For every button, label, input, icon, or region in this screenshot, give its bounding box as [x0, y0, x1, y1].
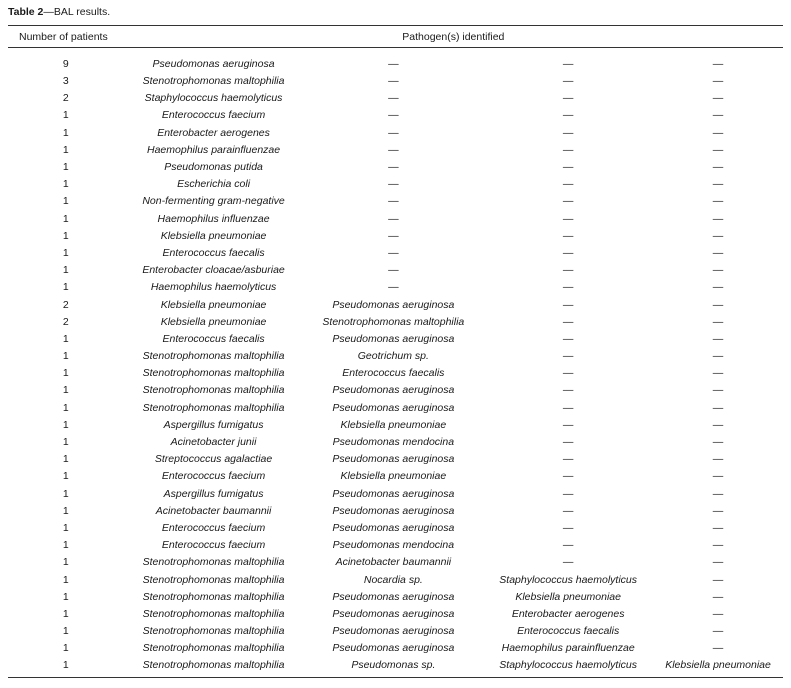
cell-pathogen-4: — — [712, 436, 724, 449]
table-row — [8, 365, 783, 382]
cell-pathogen-2: — — [388, 92, 399, 105]
cell-pathogen-1: Aspergillus fumigatus — [163, 418, 264, 431]
table-row — [8, 142, 783, 159]
cell-pathogen-1: Streptococcus agalactiae — [154, 453, 273, 466]
cell-pathogen-2: Pseudomonas aeruginosa — [332, 504, 455, 517]
cell-pathogen-2: — — [388, 212, 399, 225]
cell-pathogen-4: — — [712, 246, 724, 259]
cell-pathogen-3: — — [562, 332, 574, 345]
table-caption — [8, 5, 110, 19]
cell-pathogen-1: Escherichia coli — [177, 178, 251, 191]
cell-number-of-patients: 1 — [62, 332, 69, 345]
cell-pathogen-1: Stenotrophomonas maltophilia — [142, 607, 285, 620]
cell-pathogen-4: — — [712, 573, 724, 586]
table-row — [8, 589, 783, 606]
cell-pathogen-3: — — [562, 401, 574, 414]
cell-pathogen-1: Haemophilus haemolyticus — [150, 281, 277, 294]
cell-pathogen-4: — — [712, 229, 724, 242]
cell-pathogen-3: Klebsiella pneumoniae — [515, 590, 621, 603]
table-row — [8, 262, 783, 279]
cell-pathogen-2: — — [388, 143, 399, 156]
cell-number-of-patients: 1 — [62, 229, 69, 242]
cell-pathogen-4: — — [712, 264, 724, 277]
table-row — [8, 125, 783, 142]
cell-pathogen-3: — — [562, 161, 574, 174]
table-row — [8, 73, 783, 90]
cell-pathogen-1: Klebsiella pneumoniae — [160, 229, 267, 242]
table-row — [8, 417, 783, 434]
cell-pathogen-1: Stenotrophomonas maltophilia — [142, 367, 285, 380]
cell-pathogen-3: — — [562, 58, 574, 70]
cell-pathogen-1: Haemophilus parainfluenzae — [147, 143, 281, 156]
cell-number-of-patients: 1 — [62, 143, 69, 156]
cell-number-of-patients: 1 — [62, 281, 69, 294]
cell-pathogen-4: — — [712, 92, 724, 105]
cell-pathogen-3: Haemophilus parainfluenzae — [501, 642, 635, 655]
table-row — [8, 279, 783, 296]
cell-pathogen-4: — — [712, 58, 724, 70]
cell-pathogen-2: Enterococcus faecalis — [342, 367, 445, 380]
table-row — [8, 228, 783, 245]
cell-number-of-patients: 1 — [62, 178, 69, 191]
cell-pathogen-1: Klebsiella pneumoniae — [160, 315, 267, 328]
cell-pathogen-3: — — [562, 315, 574, 328]
cell-pathogen-4: — — [712, 195, 724, 208]
table-row — [8, 640, 783, 657]
cell-pathogen-3: — — [562, 453, 574, 466]
cell-pathogen-2: Pseudomonas aeruginosa — [332, 487, 455, 500]
cell-number-of-patients: 1 — [62, 384, 69, 397]
cell-pathogen-3: — — [562, 143, 574, 156]
cell-pathogen-4: — — [712, 487, 724, 500]
cell-pathogen-3: — — [562, 504, 574, 517]
cell-pathogen-3: — — [562, 92, 574, 105]
cell-number-of-patients: 1 — [62, 367, 69, 380]
cell-number-of-patients: 1 — [62, 126, 69, 139]
cell-pathogen-4: — — [712, 161, 724, 174]
cell-pathogen-3: — — [562, 367, 574, 380]
cell-pathogen-4: — — [712, 315, 724, 328]
table-row — [8, 331, 783, 348]
cell-pathogen-4: — — [712, 401, 724, 414]
cell-pathogen-1: Enterococcus faecalis — [162, 246, 265, 259]
cell-pathogen-2: Pseudomonas aeruginosa — [332, 384, 455, 397]
header-pathogens-identified: Pathogen(s) identified — [124, 26, 783, 48]
cell-pathogen-4: — — [712, 212, 724, 225]
cell-pathogen-1: Acinetobacter junii — [170, 436, 257, 449]
cell-pathogen-3: — — [562, 212, 574, 225]
cell-pathogen-2: Geotrichum sp. — [357, 350, 429, 363]
table-row — [8, 451, 783, 468]
table-row — [8, 486, 783, 503]
cell-pathogen-1: Stenotrophomonas maltophilia — [142, 384, 285, 397]
cell-pathogen-4: — — [712, 504, 724, 517]
cell-pathogen-1: Enterococcus faecium — [161, 470, 266, 483]
cell-pathogen-3: — — [562, 281, 574, 294]
cell-pathogen-2: Klebsiella pneumoniae — [340, 470, 447, 483]
cell-pathogen-2: — — [388, 281, 399, 294]
cell-pathogen-3: — — [562, 350, 574, 363]
cell-pathogen-2: — — [388, 178, 399, 191]
cell-pathogen-3: — — [562, 539, 574, 552]
cell-pathogen-2: — — [388, 58, 399, 70]
cell-number-of-patients: 2 — [62, 92, 69, 105]
cell-pathogen-3: — — [562, 384, 574, 397]
cell-pathogen-2: Pseudomonas aeruginosa — [332, 401, 455, 414]
cell-pathogen-1: Stenotrophomonas maltophilia — [142, 401, 285, 414]
cell-pathogen-1: Enterococcus faecium — [161, 521, 266, 534]
cell-pathogen-2: Pseudomonas mendocina — [332, 539, 455, 552]
cell-pathogen-3: — — [562, 521, 574, 534]
cell-pathogen-4: Klebsiella pneumoniae — [653, 657, 783, 678]
cell-pathogen-2: — — [388, 229, 399, 242]
cell-number-of-patients: 1 — [62, 642, 69, 655]
header-number-of-patients: Number of patients — [8, 26, 124, 48]
cell-number-of-patients: 1 — [62, 573, 69, 586]
cell-number-of-patients: 1 — [62, 109, 69, 122]
cell-pathogen-1: Acinetobacter baumannii — [155, 504, 272, 517]
cell-pathogen-4: — — [712, 590, 724, 603]
table-row — [8, 520, 783, 537]
table-row — [8, 537, 783, 554]
cell-pathogen-2: Pseudomonas aeruginosa — [332, 607, 455, 620]
cell-pathogen-2: Pseudomonas aeruginosa — [332, 453, 455, 466]
table-row — [8, 554, 783, 571]
cell-pathogen-3: — — [562, 109, 574, 122]
cell-pathogen-1: Klebsiella pneumoniae — [160, 298, 267, 311]
cell-pathogen-4: — — [712, 178, 724, 191]
table-row — [8, 107, 783, 124]
cell-pathogen-2: Pseudomonas aeruginosa — [332, 642, 455, 655]
table-row — [8, 623, 783, 640]
cell-number-of-patients: 1 — [62, 607, 69, 620]
cell-number-of-patients: 3 — [62, 75, 69, 88]
cell-pathogen-1: Pseudomonas aeruginosa — [152, 58, 275, 70]
cell-pathogen-4: — — [712, 126, 724, 139]
cell-pathogen-4: — — [712, 642, 724, 655]
cell-number-of-patients: 1 — [62, 487, 69, 500]
cell-pathogen-4: — — [712, 281, 724, 294]
cell-pathogen-2: — — [388, 161, 399, 174]
cell-pathogen-1: Enterobacter cloacae/asburiae — [142, 264, 285, 277]
table-row — [8, 571, 783, 588]
table-caption-text: —BAL results. — [43, 6, 111, 18]
table-row — [8, 606, 783, 623]
cell-number-of-patients: 1 — [62, 625, 69, 638]
cell-number-of-patients: 1 — [62, 453, 69, 466]
cell-pathogen-1: Staphylococcus haemolyticus — [144, 92, 283, 105]
cell-pathogen-1: Enterococcus faecium — [161, 539, 266, 552]
cell-pathogen-4: — — [712, 298, 724, 311]
cell-number-of-patients: 1 — [8, 657, 124, 678]
cell-number-of-patients: 1 — [62, 195, 69, 208]
table-row — [8, 176, 783, 193]
cell-pathogen-4: — — [712, 521, 724, 534]
cell-pathogen-2: Klebsiella pneumoniae — [340, 418, 447, 431]
cell-pathogen-2: Pseudomonas mendocina — [332, 436, 455, 449]
cell-number-of-patients: 1 — [62, 418, 69, 431]
cell-pathogen-3: — — [562, 487, 574, 500]
cell-number-of-patients: 1 — [62, 504, 69, 517]
cell-pathogen-1: Haemophilus influenzae — [157, 212, 270, 225]
cell-pathogen-1: Stenotrophomonas maltophilia — [124, 657, 304, 678]
cell-pathogen-2: Acinetobacter baumannii — [335, 556, 452, 569]
cell-number-of-patients: 2 — [62, 315, 69, 328]
table-row — [8, 348, 783, 365]
cell-number-of-patients: 1 — [62, 350, 69, 363]
cell-pathogen-2: Nocardia sp. — [363, 573, 423, 586]
cell-number-of-patients: 1 — [62, 264, 69, 277]
cell-pathogen-2: — — [388, 75, 399, 88]
cell-pathogen-2: — — [388, 109, 399, 122]
cell-number-of-patients: 9 — [62, 58, 69, 70]
table-row — [8, 211, 783, 228]
cell-pathogen-1: Enterococcus faecium — [161, 109, 266, 122]
cell-pathogen-3: Enterobacter aerogenes — [511, 607, 625, 620]
cell-pathogen-4: — — [712, 384, 724, 397]
cell-pathogen-3: — — [562, 126, 574, 139]
cell-pathogen-1: Stenotrophomonas maltophilia — [142, 350, 285, 363]
cell-pathogen-2: — — [388, 246, 399, 259]
cell-number-of-patients: 1 — [62, 556, 69, 569]
cell-number-of-patients: 2 — [62, 298, 69, 311]
cell-pathogen-4: — — [712, 109, 724, 122]
cell-pathogen-4: — — [712, 332, 724, 345]
cell-pathogen-4: — — [712, 143, 724, 156]
cell-pathogen-4: — — [712, 556, 724, 569]
cell-pathogen-2: — — [388, 126, 399, 139]
table-row — [8, 314, 783, 331]
cell-pathogen-1: Non-fermenting gram-negative — [142, 195, 285, 208]
cell-pathogen-4: — — [712, 350, 724, 363]
cell-pathogen-3: — — [562, 556, 574, 569]
cell-pathogen-2: — — [388, 195, 399, 208]
cell-pathogen-2: Pseudomonas aeruginosa — [332, 625, 455, 638]
table-row — [8, 245, 783, 262]
cell-pathogen-3: Enterococcus faecalis — [517, 625, 620, 638]
cell-pathogen-4: — — [712, 470, 724, 483]
cell-number-of-patients: 1 — [62, 161, 69, 174]
table-row — [8, 159, 783, 176]
header-row — [8, 26, 783, 48]
cell-pathogen-1: Stenotrophomonas maltophilia — [142, 556, 285, 569]
table-row — [8, 400, 783, 417]
cell-pathogen-4: — — [712, 607, 724, 620]
table-row — [8, 90, 783, 107]
cell-pathogen-3: Staphylococcus haemolyticus — [499, 573, 638, 586]
cell-pathogen-3: — — [562, 418, 574, 431]
cell-number-of-patients: 1 — [62, 470, 69, 483]
cell-number-of-patients: 1 — [62, 436, 69, 449]
table-row — [8, 296, 783, 313]
cell-pathogen-3: — — [562, 229, 574, 242]
cell-number-of-patients: 1 — [62, 539, 69, 552]
cell-pathogen-4: — — [712, 418, 724, 431]
cell-pathogen-2: Pseudomonas aeruginosa — [332, 590, 455, 603]
cell-pathogen-4: — — [712, 75, 724, 88]
cell-pathogen-3: — — [562, 75, 574, 88]
cell-pathogen-2: Pseudomonas aeruginosa — [332, 521, 455, 534]
cell-number-of-patients: 1 — [62, 590, 69, 603]
table-body — [8, 48, 783, 678]
cell-pathogen-1: Enterobacter aerogenes — [157, 126, 270, 139]
cell-number-of-patients: 1 — [62, 401, 69, 414]
cell-pathogen-1: Aspergillus fumigatus — [163, 487, 264, 500]
table-caption-label: Table 2 — [8, 6, 44, 18]
cell-pathogen-2: Pseudomonas sp. — [303, 657, 483, 678]
table-row — [8, 434, 783, 451]
cell-pathogen-4: — — [712, 539, 724, 552]
bal-results-table — [8, 25, 783, 678]
cell-pathogen-3: — — [562, 178, 574, 191]
cell-pathogen-1: Stenotrophomonas maltophilia — [142, 590, 285, 603]
cell-pathogen-3: — — [562, 470, 574, 483]
cell-number-of-patients: 1 — [62, 212, 69, 225]
cell-pathogen-1: Stenotrophomonas maltophilia — [142, 573, 285, 586]
table-row — [8, 468, 783, 485]
cell-pathogen-4: — — [712, 625, 724, 638]
table-row — [8, 48, 783, 74]
cell-pathogen-3: — — [562, 298, 574, 311]
cell-pathogen-3: — — [562, 246, 574, 259]
table-header — [8, 26, 783, 48]
table-row — [8, 382, 783, 399]
cell-pathogen-3: — — [562, 195, 574, 208]
cell-pathogen-3: — — [562, 264, 574, 277]
cell-pathogen-1: Stenotrophomonas maltophilia — [142, 625, 285, 638]
cell-pathogen-1: Stenotrophomonas maltophilia — [142, 75, 285, 88]
table-row — [8, 657, 783, 678]
table-row — [8, 193, 783, 210]
cell-pathogen-2: Pseudomonas aeruginosa — [332, 298, 455, 311]
cell-pathogen-2: Pseudomonas aeruginosa — [332, 332, 455, 345]
cell-number-of-patients: 1 — [62, 246, 69, 259]
table-row — [8, 503, 783, 520]
cell-pathogen-3: — — [562, 436, 574, 449]
cell-pathogen-2: Stenotrophomonas maltophilia — [322, 315, 465, 328]
cell-pathogen-4: — — [712, 453, 724, 466]
cell-pathogen-3: Staphylococcus haemolyticus — [483, 657, 653, 678]
cell-pathogen-2: — — [388, 264, 399, 277]
cell-number-of-patients: 1 — [62, 521, 69, 534]
cell-pathogen-4: — — [712, 367, 724, 380]
cell-pathogen-1: Enterococcus faecalis — [162, 332, 265, 345]
cell-pathogen-1: Stenotrophomonas maltophilia — [142, 642, 285, 655]
cell-pathogen-1: Pseudomonas putida — [164, 161, 263, 174]
